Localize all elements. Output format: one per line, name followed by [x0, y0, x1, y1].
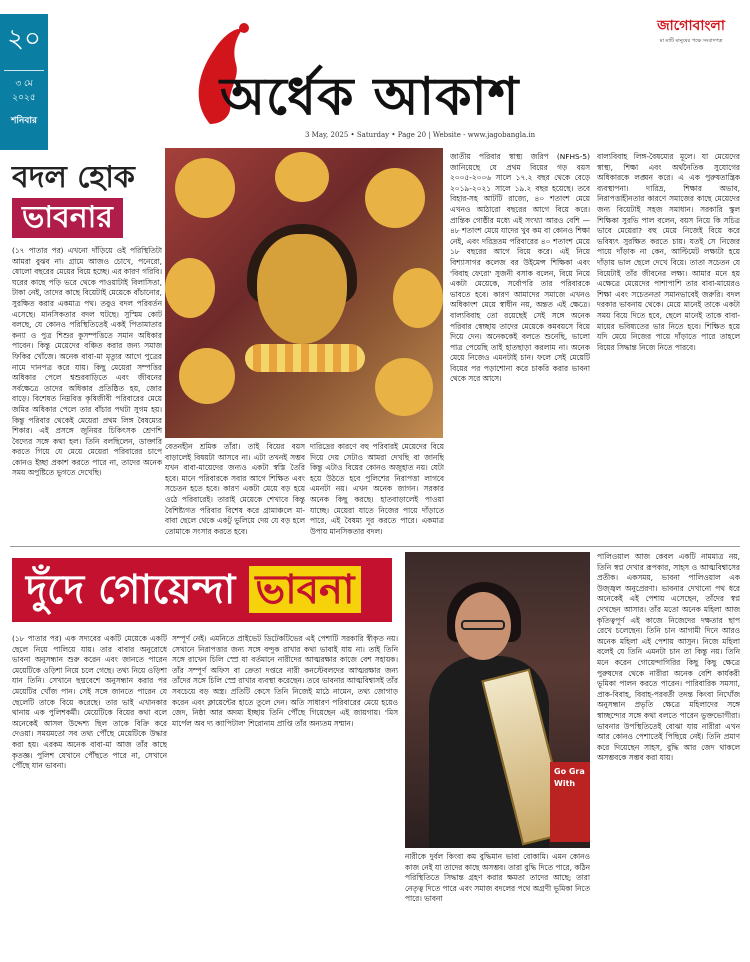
- brand-tagline: মা মাটি মানুষের পক্ষে সংবাদপত্র: [659, 38, 723, 44]
- masthead-logo: [180, 20, 600, 130]
- page-number: ২০: [7, 24, 41, 54]
- article2-column-3: নারীকে দুর্বল কিংবা কম বুদ্ধিমান ভাবা বোকামি। এমন কোনও কাজ নেই যা তাদের কাছে অসম্ভব। তারা বুদ্ধি দিতে পারে, কঠিন পরিস্থিতিতে সিদ্ধান্ত গ্রহণ করার ক্ষমতা তাদের আছে; তারা নেতৃত্ব দিতে পারে এবং সমাজ বদলের পথে অগ্রণী ভূমিকা নিতে পারে। ভাবনা: [405, 852, 590, 904]
- brand-logo: [646, 14, 736, 46]
- article1-headline: [12, 160, 162, 238]
- event-banner: Go Gra With: [550, 762, 590, 842]
- article1-headline-line2: ভাবনার: [12, 198, 123, 238]
- dateline: 3 May, 2025 • Saturday • Page 20 | Website - www.jagobangla.in: [305, 131, 536, 139]
- article1-column-2: বেতনহীন শ্রমিক তাঁরা। তাই বিয়ের বয়স বাড়ালেই বিষয়টা আসবে না। এটা তখনই সম্ভব যখন বাবা-মায়েদের জন্যও একটা স্বস্তি তৈরি হবে। মানে পরিবারকে সবার আগে শিক্ষিত এবং সচেতন হতে হবে। কারণ একটা মেয়ে বড় হয়ে ওঠে পরিবারেই। তারাই মেয়েকে শেখাবে কিন্তু বৈশিষ্ট্যগত পরিবার বিশেষ করে গ্রামাঞ্চলে মা-বাবা ছেলে থেকে একটু ভুলিয়ে দেয় যে বড় হলে তোমাকে সংসার করতে হবে।: [165, 442, 305, 536]
- date-day-month: ৩ মে: [15, 79, 33, 89]
- article2-headline-main: দুঁদে গোয়েন্দা: [26, 566, 236, 613]
- article1-column-5: বাল্যবিবাহ লিঙ্গ-বৈষম্যের মূলে। যা মেয়েদের স্বাস্থ্য, শিক্ষা এবং অর্থনৈতিক সুযোগের অধিকারকে লঙ্ঘন করে। এ এক পুরুষতান্ত্রিক ব্যবস্থাপনা। দারিদ্র, শিক্ষার অভাব, নিরাপত্তাহীনতার কারণে সমাজের কাছে মেয়েদের জন্য বিয়েটাই সহজ সমাধান। সরকারি স্কুল শিক্ষিকা সুরভি পাল বলেন, বয়স নিয়ে কি সচিত্র ভাবে মেয়েরা? বহু মেয়ে নিজেই বিয়ে করে ভবিষ্যৎ সুরক্ষিত করতে চায়। যতই সে নিজের পায়ে দাঁড়াক না কেন, আল্টিমেট লক্ষ্যটা হয়ে দাঁড়ায় ভাল ছেলে দেখে বিয়ে। তাতা সচেতন যে বিয়েটাই তাঁর জীবনের লক্ষ্য। আমার মনে হয় এক্ষেত্রে মেয়েদের পাশাপাশি তার বাবা-মায়েরও শিক্ষা এবং সচেতনতা সমানভাবেই জরুরি। বদল দরকার ভাবনায় থেকে। মেয়ে মানেই তাকে একটা সময় বিয়ে দিতে হবে, ছেলে মানেই তাকে বাবা-মায়ের ভবিষ্যতের ভার নিতে হবে। শিক্ষিত হয়ে যদি মেয়ে নিজের পায়ে দাঁড়াতে পারে তাহলে বিয়ের সিদ্ধান্ত নিজে নিতে পারবে।: [597, 152, 740, 352]
- brand-name: জাগোবাংলা: [657, 18, 725, 34]
- date-divider: [4, 70, 44, 71]
- article2-column-4: পালিওয়াল আজ কেবল একটি নামমাত্র নয়, তিনি স্বপ্ন দেখার রূপকার, সাহস ও আত্মবিশ্বাসের প্রতীক। একসময়, ভাবনা পালিওয়াল এক উজ্জ্বল অনুপ্রেরণা। ভাবনার দেখানো পথ ধরে অনেকেই এই পেশায় এসেছেন, তাঁদের স্বপ্ন দেখছেন আসার। তাঁর মতো অনেক মহিলা আজ কৃতিত্বপূর্ণ এই কাজে নিজেদের দক্ষতার ছাপ রেখে চলেছেন। তিনি চান আগামী দিনে আরও অনেক মহিলা এই পেশায় আসুন। নিজে মহিলা বলেই যে তিনি এমনটা চান তা কিন্তু নয়। তিনি মনে করেন গোয়েন্দাগিরির কিছু কিছু ক্ষেত্রে পুরুষদের থেকে নারীরা অনেক বেশি কার্যকরী ভূমিকা পালন করতে পারেন। পারিবারিক সমস্যা, প্রাক-বিবাহ, বিবাহ-পরবর্তী তদন্ত কিংবা নিখোঁজ অনুসন্ধান প্রভৃতি ক্ষেত্রে মহিলাদের সঙ্গে স্বাচ্ছন্দ্যের সঙ্গে কথা বলতে পারেন ভুক্তভোগীরা। ভাবনার উপস্থিতিতেই বোঝা যায় নারীরা এখন আর কোনও পেশাতেই পিছিয়ে নেই। তিনি প্রমাণ করে দিয়েছেন সাহস, বুদ্ধি আর জেদ থাকলে অসম্ভবকে সম্ভব করা যায়।: [597, 552, 740, 763]
- article1-column-4: জাতীয় পরিবার স্বাস্থ্য জরিপ (NFHS-5) জানিয়েছে যে প্রথম বিয়ের গড় বয়স ২০০৫-২০০৬ সালে ১৭.২ বছর থেকে বেড়ে ২০১৯-২০২১ সালে ১৯.২ বছর হয়েছে। তবে বিহার-সহ আটটি রাজ্যে, ৪০ শতাংশ মেয়ে এখনও আঠারো বছরের আগে বিয়ে করে। প্রান্তিক গোষ্ঠীর মধ্যে এই সংখ্যা আরও বেশি — ৪৮ শতাংশ মেয়ে যাদের খুব কম বা কোনও শিক্ষা নেই, এবং দরিদ্রতম পরিবারের ৪০ শতাংশ মেয়ে ১৮ বছরের আগে বিয়ে করে। এই নিয়ে বিশ্যাসাগর কলেজ বর উইমেন্স শিক্ষিকা এবং 'বিবাহ ফেরো' সুজনী বসাক বলেন, বিয়ে নিয়ে একটা মেয়েকে, সর্বোপরি তার পরিবারকে ভাবতে হবে। কারণ আমাদের সমাজে এখনও অধিকাংশ মেয়ে স্বাধীন নয়, অন্তত এই ক্ষেত্রে। বাল্যবিবাহ তো রয়েছেই সেই সঙ্গে অনেক পরিবার স্বেচ্ছায় তাদের মেয়েকে কমবয়সে বিয়ে দিয়ে দেন। অনেককেই বলতে শুনেছি, ভালো পাত্র পেয়েছি তাই হাতছাড়া করলাম না। অনেক মেয়ে নিজেও এমনটাই চান। ফলে সেই মেয়েটি বিয়ের পর পড়াশোনা করে চাকরি করার ভাবনা থেকে সরে আসে।: [450, 152, 590, 384]
- article1-column-3: দারিদ্রের কারণে বহু পরিবারই মেয়েদের বিয়ে দিয়ে দেয় সেটাও আমরা দেখছি বা জানছি কিন্তু এটাও বিয়ের কোনও অজুহাত নয়। যেটা হয়ে উঠতে হবে পুলিশের নিরাপত্তা লাগবে এমনটা নয়। এখন অনেক জাগন। সরকার অনেক কিছু করছে। হাতবাড়ালেই পাওয়া যাচ্ছে। মেয়েরা যাতে নিজের পায়ে দাঁড়াতে পারে, এই বৈষম্য দূর করতে পারে। একমাত্র উপায় মানসিকতার বদল।: [310, 442, 444, 536]
- article2-headline-highlight: ভাবনা: [249, 566, 360, 613]
- woman-with-award-photo: [405, 552, 590, 848]
- article1-headline-line1: বদল হোক: [12, 160, 135, 195]
- masthead-title: অর্ধেক আকাশ: [220, 66, 520, 127]
- article2-column-2: সম্পূর্ণ নেই। এমনিতে প্রাইভেট ডিটেকটিভের এই পেশাটি সরকারি স্বীকৃত নয়। সেখানে নিরাপত্তার জন্য সঙ্গে বন্দুক রাখার কথা ভাবাই যায় না। তাই তিনি সঙ্গে রাখেন চিলি স্প্রে যা বর্তমানে নারীদের আত্মরক্ষার কাজে বেশ সহায়ক। তাঁর সম্পূর্ণ অফিস বা ক্রেতা দপ্তরে নারী কনস্টেবলদের আত্মরক্ষার জন্য তাঁদের সঙ্গে চিলি স্প্রে রাখার ব্যবস্থা করেছেন। তবে ভাবনার আত্মবিশ্বাসই তাঁর সবচেয়ে বড় অস্ত্র। প্রতিটি কেসে তিনি নিজেই মাঠে নামেন, তথ্য জোগাড় করেন এবং ক্লায়েন্টের হাতে তুলে দেন। অতি সাধারণ পরিবারের মেয়ে হয়েও জেদ, নিষ্ঠা আর অদম্য ইচ্ছায় তিনি পৌঁছে গিয়েছেন এই জায়গায়। 'মিস মার্পেল অব দ্য ক্যাপিটাল' শিরোনাম প্রাপ্তি তাঁর অন্যতম সম্মান।: [172, 634, 398, 728]
- article2-column-1: (১৮ পাতার পর) এক সদ্যবের একটি মেয়েকে একটি ছেলে নিয়ে পালিয়ে যায়। তার বাবার অনুরোধে ভাবনা অনুসন্ধান শুরু করেন এবং জানতে পারেন মেয়েটিকে ওড়িশা নিয়ে চলে গেছে। তথ্য নিয়ে ওড়িশা যান তিনি। সেখানে ছদ্মবেশে অনুসন্ধান করার পর মেয়েটির খোঁজ পান। সেই সঙ্গে জানতে পারেন যে ছেলেটি তাকে বিয়ে করেছে। তার ভাই এখানকার থানায় এক পুলিশকর্মী। মেয়েটিকে বিয়ের কথা বলে অনেকেই আসল উদ্দেশ্য ছিল তাকে বিক্রি করে দেওয়া। সময়মতো সব তথ্য পৌঁছে মেয়েটিকে উদ্ধার করা হয়। এরকম অনেক বাবা-মা আজ তাঁর কাছে কৃতজ্ঞ। পুলিশ যেখানে পৌঁছতে পারে না, সেখানে পৌঁছে যান ভাবনা।: [12, 634, 167, 771]
- section-divider: [10, 546, 740, 547]
- date-weekday: শনিবার: [11, 116, 37, 126]
- date-box: [0, 14, 48, 150]
- date-year: ২০২৫: [12, 93, 36, 103]
- article2-headline: [12, 558, 392, 622]
- glasses-icon: [461, 620, 505, 630]
- bride-haldi-photo: [165, 148, 443, 438]
- article1-column-1: (১৭ পাতার পর) এখনো দাঁড়িয়ে ওই পরিস্থিতিটা আমরা বুঝব না। গ্রামে আজও চোখে, পনেরো, ষোলো বছরের মেয়ের বিয়ে হচ্ছে। এর কারণ গরিবি। ঘরের কাছে পড়ি ভরে থেকে পাওয়াটাই বিলাসিতা, টাকা নেই, তাদের কাছে বিয়েটাই মেয়েকে বাঁচানোর, সুরক্ষিত করার একমাত্র পথ। তবুও বদল পরিবর্তন এসেছে। মানসিকতার বদল ঘটছে। সুস্মিম কোট বলছে, যে কোনও পরিস্থিতিতেই একই পিতামাতার কন্যা ও পুত্র শিশুর কুসম্পত্তিতে সমান অধিকার পাবেন। কিন্তু মেয়েদের বঞ্চিত করার জন্য সমাজ ফিকির খোঁজে। অনেক বাবা-মা মৃত্যুর আগে পুত্রের নামে দানপত্র করে যায়। কিছু মেয়েরা সম্পত্তির অধিকার পেলে শ্বশুরবাড়িতে এবং জীবনের সর্বক্ষেত্রে তাদের অধিকার প্রতিষ্ঠিত হয়, জোর বাড়ে। বিশেষত নিম্নবিত্ত কৃষিজীবী পরিবারের মেয়ে জমির অধিকার পেলে তার বাঁচার পথটা সুগম হয়। কিন্তু পরিবার থেকেই মেয়েরা প্রথম লিঙ্গ বৈষম্যের শিকার। এই প্রসঙ্গে জুনিয়র চিকিৎসক শ্রেণশি বৈদ্যের সঙ্গে কথা হল। তিনি বলছিলেন, ডাক্তারি করতে গিয়ে যে মেয়ে মেয়েরা পরিবারের চাপে কোনও ইচ্ছা প্রকাশ করতে পারে না, তাদের অনেক সময় অপুষ্টিতে ভুগতে দেখেছি।: [12, 246, 162, 478]
